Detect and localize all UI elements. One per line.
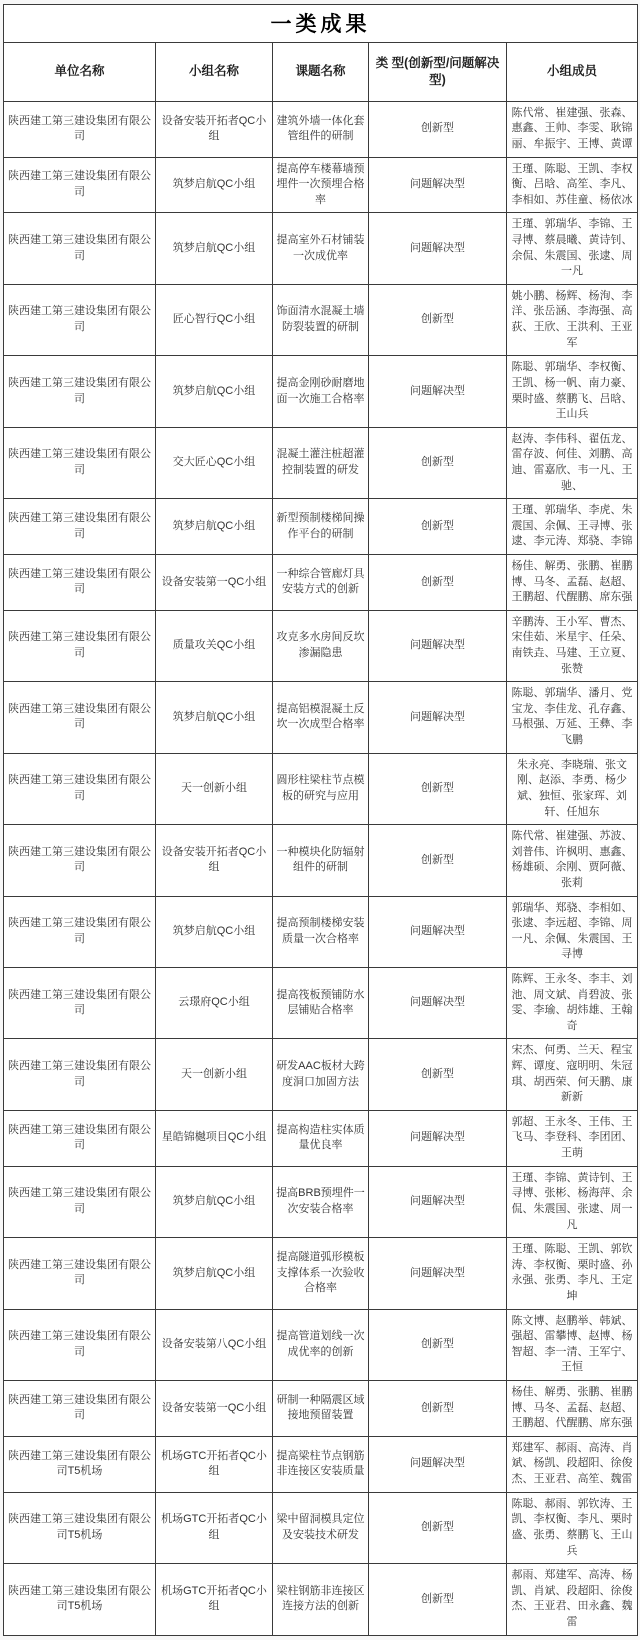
unit-cell: 陕西建工第三建设集团有限公司 — [4, 753, 156, 824]
group-cell: 机场GTC开拓者QC小组 — [156, 1492, 273, 1563]
topic-cell: 饰面清水混凝土墙防裂装置的研制 — [273, 284, 369, 355]
table-row — [4, 1166, 638, 1237]
table-row — [4, 896, 638, 967]
topic-cell: 提高梁柱节点钢筋非连接区安装质量 — [273, 1436, 369, 1492]
members-cell: 陈聪、郭瑞华、潘月、党宝龙、李佳龙、孔存鑫、马根强、万延、王彝、李飞鹏 — [507, 682, 638, 753]
type-cell: 创新型 — [369, 1381, 507, 1437]
unit-cell: 陕西建工第三建设集团有限公司 — [4, 499, 156, 555]
type-cell: 问题解决型 — [369, 610, 507, 681]
group-cell: 云璟府QC小组 — [156, 968, 273, 1039]
members-cell: 郭超、王永冬、王伟、王飞马、李登科、李团团、王萌 — [507, 1110, 638, 1166]
page-title: 一类成果 — [4, 5, 638, 43]
members-cell: 王瑾、郭瑞华、李锦、王寻博、蔡晨曦、黄诗钊、余侃、朱震国、张逮、周一凡 — [507, 213, 638, 284]
topic-cell: 提高停车楼幕墙预埋件一次预埋合格率 — [273, 157, 369, 213]
topic-cell: 提高金刚砂耐磨地面一次施工合格率 — [273, 356, 369, 427]
type-cell: 创新型 — [369, 1492, 507, 1563]
members-cell: 郭瑞华、郑骁、李相如、张逮、李远超、李锦、周一凡、余佩、朱震国、王寻博 — [507, 896, 638, 967]
topic-cell: 建筑外墙一体化套管组件的研制 — [273, 101, 369, 157]
members-cell: 陈代常、崔建强、张森、惠鑫、王帅、李雯、耿锦丽、牟振宇、王博、黄谭 — [507, 101, 638, 157]
members-cell: 陈辉、王永冬、李丰、刘池、周文斌、肖碧波、张雯、李瑜、胡炜雄、王翰奇 — [507, 968, 638, 1039]
type-cell: 问题解决型 — [369, 1436, 507, 1492]
topic-cell: 新型预制楼梯间操作平台的研制 — [273, 499, 369, 555]
topic-cell: 一种模块化防辐射组件的研制 — [273, 825, 369, 896]
group-cell: 机场GTC开拓者QC小组 — [156, 1436, 273, 1492]
group-cell: 设备安装第一QC小组 — [156, 1381, 273, 1437]
group-cell: 星皓锦樾项目QC小组 — [156, 1110, 273, 1166]
table-row — [4, 554, 638, 610]
members-cell: 辛鹏涛、王小军、曹杰、宋佳茹、米星宇、任朵、南铁垚、马建、王立夏、张赞 — [507, 610, 638, 681]
table-row — [4, 1238, 638, 1309]
unit-cell: 陕西建工第三建设集团有限公司 — [4, 213, 156, 284]
type-cell: 创新型 — [369, 499, 507, 555]
unit-cell: 陕西建工第三建设集团有限公司 — [4, 896, 156, 967]
table-row — [4, 1039, 638, 1110]
topic-cell: 提高预制楼梯安装质量一次合格率 — [273, 896, 369, 967]
type-cell: 创新型 — [369, 427, 507, 498]
table-row — [4, 825, 638, 896]
members-cell: 王瑾、陈聪、王凯、郭钦涛、李权衡、栗时盛、孙永强、张勇、李凡、王定坤 — [507, 1238, 638, 1309]
members-cell: 陈代常、崔建强、苏波、刘普伟、许枫明、惠鑫、杨雄硕、余刚、贾阿薇、张莉 — [507, 825, 638, 896]
table-row — [4, 356, 638, 427]
members-cell: 郑建军、郝雨、高涛、肖斌、杨凯、段超阳、徐俊杰、王亚君、高笙、魏雷 — [507, 1436, 638, 1492]
members-cell: 杨佳、解勇、张鹏、崔鹏博、马冬、孟磊、赵超、王鹏超、代醒鹏、席东强 — [507, 554, 638, 610]
table-row — [4, 1564, 638, 1635]
unit-cell: 陕西建工第三建设集团有限公司 — [4, 1110, 156, 1166]
topic-cell: 混凝土灌注桩超灌控制装置的研发 — [273, 427, 369, 498]
unit-cell: 陕西建工第三建设集团有限公司 — [4, 1039, 156, 1110]
group-cell: 匠心智行QC小组 — [156, 284, 273, 355]
type-cell: 创新型 — [369, 1039, 507, 1110]
group-cell: 筑梦启航QC小组 — [156, 896, 273, 967]
topic-cell: 提高隧道弧形模板支撑体系一次验收合格率 — [273, 1238, 369, 1309]
unit-cell: 陕西建工第三建设集团有限公司 — [4, 1309, 156, 1380]
table-row — [4, 610, 638, 681]
table-row — [4, 1309, 638, 1380]
group-cell: 天一创新小组 — [156, 753, 273, 824]
topic-cell: 梁中留洞模具定位及安装技术研发 — [273, 1492, 369, 1563]
topic-cell: 提高构造柱实体质量优良率 — [273, 1110, 369, 1166]
table-row — [4, 1436, 638, 1492]
unit-cell: 陕西建工第三建设集团有限公司T5机场 — [4, 1436, 156, 1492]
members-cell: 姚小鹏、杨辉、杨洵、李洋、张岳涵、李海强、高荻、王欣、王洪利、王亚军 — [507, 284, 638, 355]
table-row — [4, 101, 638, 157]
type-cell: 问题解决型 — [369, 356, 507, 427]
unit-cell: 陕西建工第三建设集团有限公司T5机场 — [4, 1492, 156, 1563]
group-cell: 设备安装开拓者QC小组 — [156, 825, 273, 896]
members-cell: 陈聪、郭瑞华、李权衡、王凯、杨一帆、南力豪、栗时盛、蔡鹏飞、吕晗、王山兵 — [507, 356, 638, 427]
unit-cell: 陕西建工第三建设集团有限公司 — [4, 1381, 156, 1437]
type-cell: 创新型 — [369, 101, 507, 157]
table-row — [4, 213, 638, 284]
type-cell: 创新型 — [369, 825, 507, 896]
type-cell: 创新型 — [369, 1564, 507, 1635]
members-cell: 王瑾、郭瑞华、李虎、朱震国、余佩、王寻博、张逮、李元涛、郑骁、李锦 — [507, 499, 638, 555]
results-tbody — [4, 101, 638, 1635]
type-cell: 创新型 — [369, 284, 507, 355]
table-row — [4, 157, 638, 213]
topic-cell: 提高管道划线一次成优率的创新 — [273, 1309, 369, 1380]
group-cell: 筑梦启航QC小组 — [156, 213, 273, 284]
type-cell: 问题解决型 — [369, 1110, 507, 1166]
table-row — [4, 1492, 638, 1563]
header-unit-name: 单位名称 — [4, 43, 156, 102]
type-cell: 问题解决型 — [369, 157, 507, 213]
type-cell: 问题解决型 — [369, 896, 507, 967]
unit-cell: 陕西建工第三建设集团有限公司 — [4, 157, 156, 213]
unit-cell: 陕西建工第三建设集团有限公司T5机场 — [4, 1564, 156, 1635]
title-row — [4, 5, 638, 43]
type-cell: 问题解决型 — [369, 1166, 507, 1237]
unit-cell: 陕西建工第三建设集团有限公司 — [4, 968, 156, 1039]
topic-cell: 一种综合管廊灯具安装方式的创新 — [273, 554, 369, 610]
header-type: 类 型(创新型/问题解决型) — [369, 43, 507, 102]
type-cell: 问题解决型 — [369, 213, 507, 284]
group-cell: 筑梦启航QC小组 — [156, 157, 273, 213]
members-cell: 朱永亮、李晓瑞、张文刚、赵添、李勇、杨少斌、独恒、张家珲、刘轩、任旭东 — [507, 753, 638, 824]
group-cell: 设备安装第八QC小组 — [156, 1309, 273, 1380]
table-row — [4, 1381, 638, 1437]
achievements-table — [3, 4, 638, 1636]
group-cell: 筑梦启航QC小组 — [156, 356, 273, 427]
members-cell: 郝雨、郑建军、高涛、杨凯、肖斌、段超阳、徐俊杰、王亚君、田永鑫、魏雷 — [507, 1564, 638, 1635]
group-cell: 机场GTC开拓者QC小组 — [156, 1564, 273, 1635]
unit-cell: 陕西建工第三建设集团有限公司 — [4, 1166, 156, 1237]
group-cell: 筑梦启航QC小组 — [156, 1166, 273, 1237]
type-cell: 问题解决型 — [369, 1238, 507, 1309]
group-cell: 筑梦启航QC小组 — [156, 1238, 273, 1309]
header-row — [4, 43, 638, 102]
unit-cell: 陕西建工第三建设集团有限公司 — [4, 356, 156, 427]
topic-cell: 提高BRB预埋件一次安装合格率 — [273, 1166, 369, 1237]
type-cell: 问题解决型 — [369, 682, 507, 753]
type-cell: 创新型 — [369, 753, 507, 824]
topic-cell: 提高室外石材铺装一次成优率 — [273, 213, 369, 284]
group-cell: 筑梦启航QC小组 — [156, 499, 273, 555]
unit-cell: 陕西建工第三建设集团有限公司 — [4, 682, 156, 753]
unit-cell: 陕西建工第三建设集团有限公司 — [4, 427, 156, 498]
members-cell: 宋杰、何勇、兰天、程宝辉、谭度、寇明明、朱冠琪、胡西荣、何天鹏、康新新 — [507, 1039, 638, 1110]
topic-cell: 研制一种隔震区域接地预留装置 — [273, 1381, 369, 1437]
type-cell: 问题解决型 — [369, 968, 507, 1039]
table-row — [4, 499, 638, 555]
group-cell: 筑梦启航QC小组 — [156, 682, 273, 753]
table-row — [4, 682, 638, 753]
type-cell: 创新型 — [369, 1309, 507, 1380]
header-members: 小组成员 — [507, 43, 638, 102]
topic-cell: 研发AAC板材大跨度洞口加固方法 — [273, 1039, 369, 1110]
topic-cell: 攻克多水房间反坎渗漏隐患 — [273, 610, 369, 681]
unit-cell: 陕西建工第三建设集团有限公司 — [4, 825, 156, 896]
members-cell: 陈聪、郝雨、郭钦涛、王凯、李权衡、李凡、栗时盛、张勇、蔡鹏飞、王山兵 — [507, 1492, 638, 1563]
type-cell: 创新型 — [369, 554, 507, 610]
table-row — [4, 427, 638, 498]
table-row — [4, 753, 638, 824]
group-cell: 交大匠心QC小组 — [156, 427, 273, 498]
header-group-name: 小组名称 — [156, 43, 273, 102]
unit-cell: 陕西建工第三建设集团有限公司 — [4, 554, 156, 610]
unit-cell: 陕西建工第三建设集团有限公司 — [4, 1238, 156, 1309]
group-cell: 天一创新小组 — [156, 1039, 273, 1110]
unit-cell: 陕西建工第三建设集团有限公司 — [4, 610, 156, 681]
topic-cell: 提高铝模混凝土反坎一次成型合格率 — [273, 682, 369, 753]
header-topic-name: 课题名称 — [273, 43, 369, 102]
table-row — [4, 284, 638, 355]
group-cell: 设备安装第一QC小组 — [156, 554, 273, 610]
members-cell: 陈文博、赵鹏举、韩斌、强超、雷攀博、赵博、杨智超、李一清、王军宁、王恒 — [507, 1309, 638, 1380]
unit-cell: 陕西建工第三建设集团有限公司 — [4, 284, 156, 355]
members-cell: 王瑾、李锦、黄诗钊、王寻博、张彬、杨海萍、余侃、朱震国、张逮、周一凡 — [507, 1166, 638, 1237]
table-row — [4, 968, 638, 1039]
topic-cell: 梁柱钢筋非连接区连接方法的创新 — [273, 1564, 369, 1635]
table-row — [4, 1110, 638, 1166]
group-cell: 设备安装开拓者QC小组 — [156, 101, 273, 157]
members-cell: 赵涛、李伟科、翟伍龙、雷存波、何佳、刘鹏、高迪、雷嘉欣、韦一凡、王驰、 — [507, 427, 638, 498]
members-cell: 杨佳、解勇、张鹏、崔鹏博、马冬、孟磊、赵超、王鹏超、代醒鹏、席东强 — [507, 1381, 638, 1437]
members-cell: 王瑾、陈聪、王凯、李权衡、吕晗、高笙、李凡、李相如、苏佳童、杨依冰 — [507, 157, 638, 213]
topic-cell: 圆形柱梁柱节点模板的研究与应用 — [273, 753, 369, 824]
unit-cell: 陕西建工第三建设集团有限公司 — [4, 101, 156, 157]
topic-cell: 提高筏板预铺防水层铺贴合格率 — [273, 968, 369, 1039]
group-cell: 质量攻关QC小组 — [156, 610, 273, 681]
